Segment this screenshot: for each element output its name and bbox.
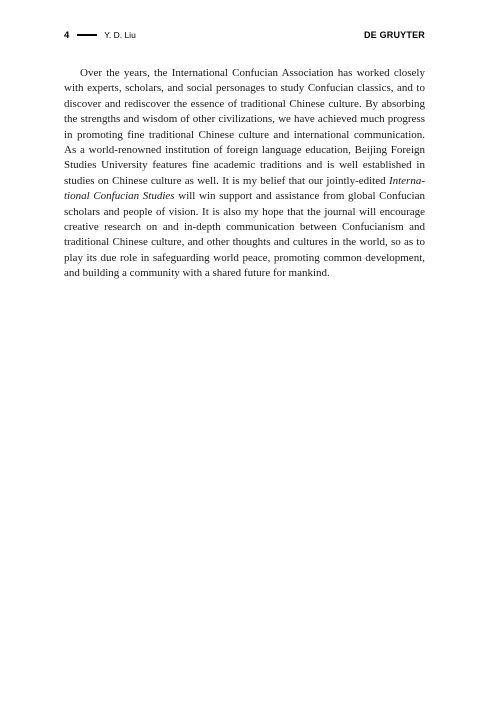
paragraph-text-end: will win support and assistance from global Confucian scholars and people of vision. It is also my hope that the journal will encourage creative research on and in-depth communication between Confucianism and traditional Chinese culture, and other thoughts and cultures in the world, so as to play its due role in safeguarding world peace, promoting common development, and building a community with a shared future for mankind. bbox=[64, 190, 425, 280]
paragraph-text-start: Over the years, the International Confucian Association has worked closely with experts, scholars, and social personages to study Confucian classics, and to discover and rediscover the essence of traditional Chinese culture. By absorbing the strengths and wisdom of other civilizations, we have achieved much progress in promoting fine traditional Chinese culture and international communication. As a world-renowned institution of foreign language education, Beijing Foreign Studies University features fine academic traditions and is well established in studies on Chinese culture as well. It is my belief that our jointly-edited bbox=[64, 67, 425, 187]
journal-title: International Confucian Studies bbox=[64, 174, 425, 203]
running-head bbox=[64, 28, 425, 42]
header-rule bbox=[77, 34, 97, 36]
page-number: 4 bbox=[64, 29, 70, 41]
body-paragraph bbox=[64, 66, 425, 282]
publisher-name: DE GRUYTER bbox=[363, 30, 425, 40]
running-head-author: Y. D. Liu bbox=[104, 30, 136, 40]
